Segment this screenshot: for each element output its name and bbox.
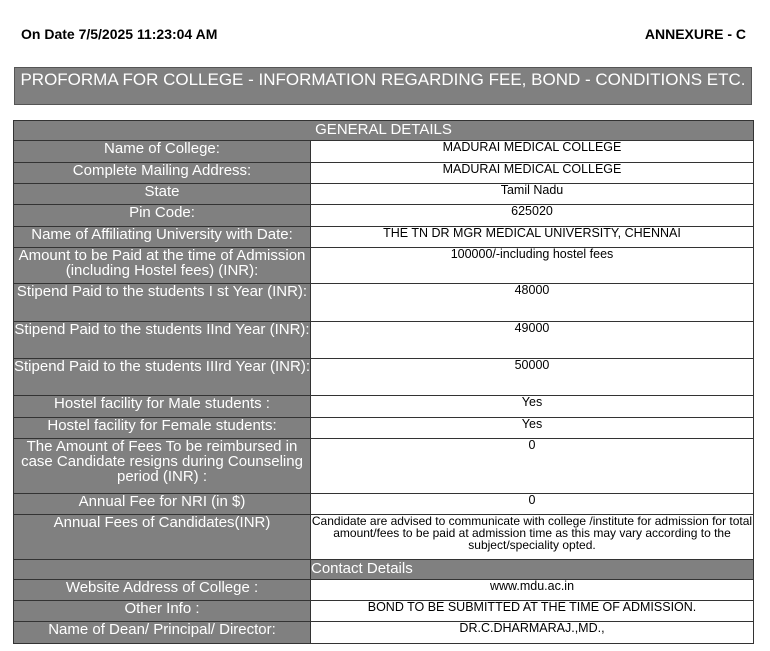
table-row — [14, 601, 754, 622]
table-row — [14, 141, 754, 163]
field-value: Tamil Nadu — [311, 184, 754, 205]
table-row — [14, 184, 754, 205]
field-label: Stipend Paid to the students IIIrd Year (INR): — [14, 359, 311, 396]
field-label: The Amount of Fees To be reimbursed in case Candidate resigns during Counseling period (INR) : — [14, 439, 311, 494]
field-value: 625020 — [311, 205, 754, 227]
field-label: Name of Dean/ Principal/ Director: — [14, 622, 311, 644]
field-value: Yes — [311, 418, 754, 439]
field-label: State — [14, 184, 311, 205]
field-label: Name of Affiliating University with Date: — [14, 227, 311, 248]
proforma-title: PROFORMA FOR COLLEGE - INFORMATION REGARDING FEE, BOND - CONDITIONS ETC. — [14, 67, 752, 105]
table-row — [14, 227, 754, 248]
table-row — [14, 494, 754, 515]
table-row — [14, 515, 754, 560]
field-label: Amount to be Paid at the time of Admission (including Hostel fees) (INR): — [14, 248, 311, 284]
field-value: BOND TO BE SUBMITTED AT THE TIME OF ADMISSION. — [311, 601, 754, 622]
field-label: Pin Code: — [14, 205, 311, 227]
field-value: 0 — [311, 439, 754, 494]
section-heading-general: GENERAL DETAILS — [14, 121, 754, 141]
field-label: Annual Fees of Candidates(INR) — [14, 515, 311, 560]
field-value: 50000 — [311, 359, 754, 396]
table-row — [14, 396, 754, 418]
field-label: Annual Fee for NRI (in $) — [14, 494, 311, 515]
field-label: Name of College: — [14, 141, 311, 163]
table-row — [14, 163, 754, 184]
field-value: Yes — [311, 396, 754, 418]
field-value: Candidate are advised to communicate with college /institute for admission for total amount/fees to be paid at admission time as this may vary according to the subject/speciality opted. — [311, 515, 754, 560]
website-value: www.mdu.ac.in — [311, 580, 754, 601]
table-row — [14, 284, 754, 322]
field-value: MADURAI MEDICAL COLLEGE — [311, 163, 754, 184]
section-heading-contact: Contact Details — [311, 560, 754, 580]
table-row — [14, 622, 754, 644]
field-label: Hostel facility for Male students : — [14, 396, 311, 418]
table-row — [14, 248, 754, 284]
field-label: Stipend Paid to the students IInd Year (INR): — [14, 322, 311, 359]
table-row — [14, 359, 754, 396]
table-row — [14, 205, 754, 227]
section-spacer — [14, 560, 311, 580]
field-value: DR.C.DHARMARAJ.,MD., — [311, 622, 754, 644]
field-label: Hostel facility for Female students: — [14, 418, 311, 439]
field-label: Complete Mailing Address: — [14, 163, 311, 184]
field-value: THE TN DR MGR MEDICAL UNIVERSITY, CHENNAI — [311, 227, 754, 248]
table-row — [14, 580, 754, 601]
table-row — [14, 418, 754, 439]
field-label: Other Info : — [14, 601, 311, 622]
field-value: 48000 — [311, 284, 754, 322]
field-label: Website Address of College : — [14, 580, 311, 601]
field-value: 49000 — [311, 322, 754, 359]
general-details-table — [13, 120, 754, 644]
field-label: Stipend Paid to the students I st Year (INR): — [14, 284, 311, 322]
table-row — [14, 439, 754, 494]
annexure-label: ANNEXURE - C — [644, 26, 746, 42]
print-date: On Date 7/5/2025 11:23:04 AM — [21, 26, 218, 42]
contact-section-header — [14, 560, 754, 580]
field-value: 100000/-including hostel fees — [311, 248, 754, 284]
field-value: MADURAI MEDICAL COLLEGE — [311, 141, 754, 163]
table-row — [14, 322, 754, 359]
field-value: 0 — [311, 494, 754, 515]
